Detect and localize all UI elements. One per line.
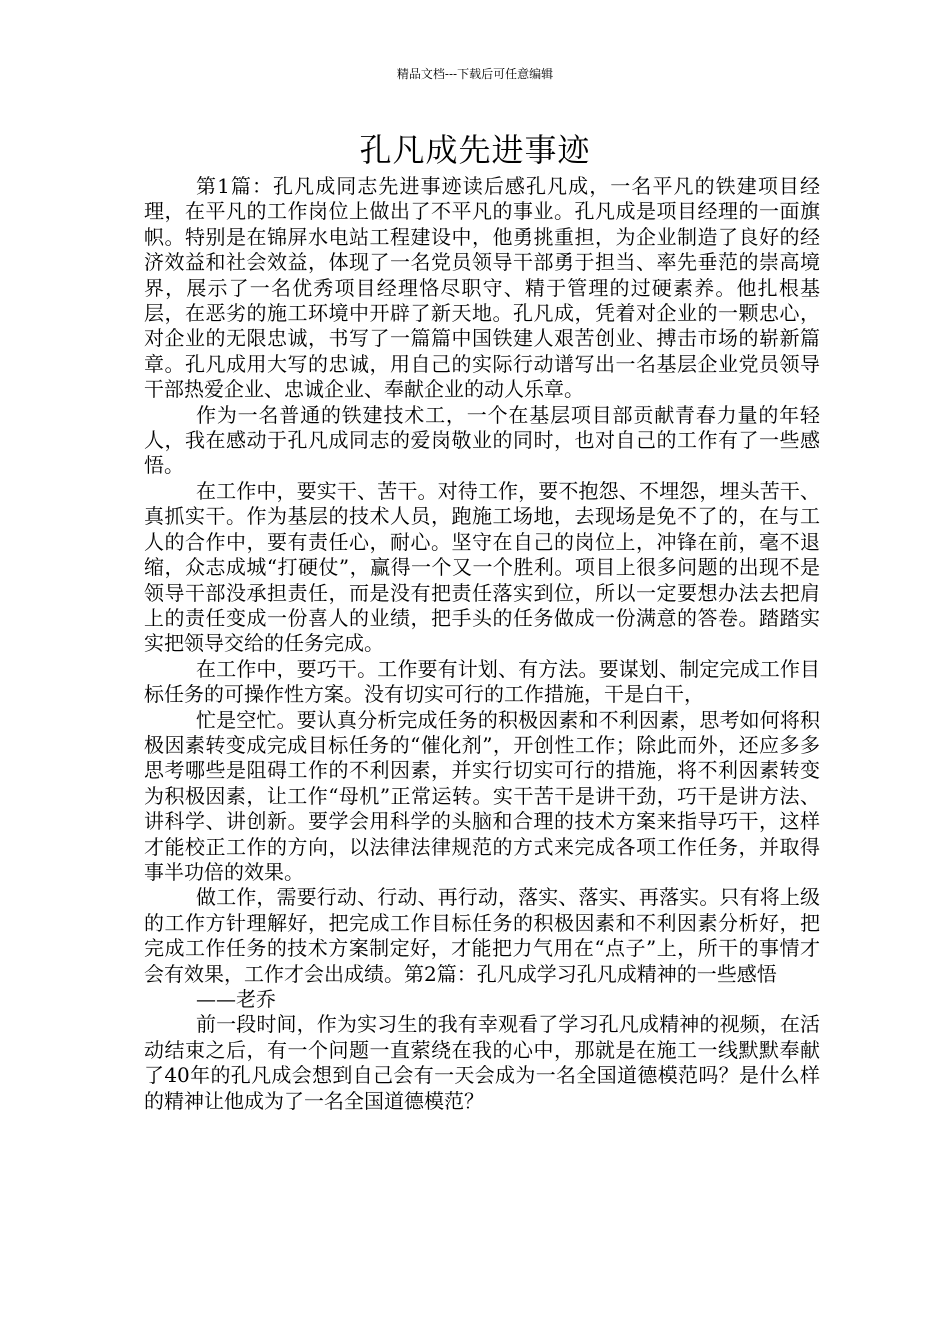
header-note: 精品文档---下载后可任意编辑	[396, 67, 554, 81]
paragraph: 作为一名普通的铁建技术工，一个在基层项目部贡献青春力量的年轻人，我在感动于孔凡成同志的爱岗敬业的同时，也对自己的工作有了一些感悟。	[144, 402, 820, 478]
paragraph: 前一段时间，作为实习生的我有幸观看了学习孔凡成精神的视频，在活动结束之后，有一个问题一直萦绕在我的心中，那就是在施工一线默默奉献了40年的孔凡成会想到自己会有一天会成为一名全国道德模范吗？是什么样的精神让他成为了一名全国道德模范？	[144, 1012, 820, 1113]
paragraph: 忙是空忙。要认真分析完成任务的积极因素和不利因素，思考如何将积极因素转变成完成目标任务的“催化剂”，开创性工作；除此而外，还应多多思考哪些是阻碍工作的不利因素，并实行切实可行的措施，将不利因素转变为积极因素，让工作“母机”正常运转。实干苦干是讲干劲，巧干是讲方法、讲科学、讲创新。要学会用科学的头脑和合理的技术方案来指导巧干，这样才能校正工作的方向，以法律法律规范的方式来完成各项工作任务，并取得事半功倍的效果。	[144, 707, 820, 884]
paragraph: 在工作中，要巧干。工作要有计划、有方法。要谋划、制定完成工作目标任务的可操作性方案。没有切实可行的工作措施，干是白干，	[144, 656, 820, 707]
paragraph: 在工作中，要实干、苦干。对待工作，要不抱怨、不埋怨，埋头苦干、真抓实干。作为基层的技术人员，跑施工场地，去现场是免不了的，在与工人的合作中，要有责任心，耐心。坚守在自己的岗位上，冲锋在前，毫不退缩，众志成城“打硬仗”，赢得一个又一个胜利。项目上很多问题的出现不是领导干部没承担责任，而是没有把责任落实到位，所以一定要想办法去把肩上的责任变成一份喜人的业绩，把手头的任务做成一份满意的答卷。踏踏实实把领导交给的任务完成。	[144, 478, 820, 656]
paragraph: 做工作，需要行动、行动、再行动，落实、落实、再落实。只有将上级的工作方针理解好，把完成工作目标任务的积极因素和不利因素分析好，把完成工作任务的技术方案制定好，才能把力气用在“点子”上，所干的事情才会有效果，工作才会出成绩。第2篇：孔凡成学习孔凡成精神的一些感悟	[144, 885, 820, 986]
paragraph: 第1篇：孔凡成同志先进事迹读后感孔凡成，一名平凡的铁建项目经理，在平凡的工作岗位上做出了不平凡的事业。孔凡成是项目经理的一面旗帜。特别是在锦屏水电站工程建设中，他勇挑重担，为企业制造了良好的经济效益和社会效益，体现了一名党员领导干部勇于担当、率先垂范的崇高境界，展示了一名优秀项目经理恪尽职守、精于管理的过硬素养。他扎根基层，在恶劣的施工环境中开辟了新天地。孔凡成，凭着对企业的一颗忠心，对企业的无限忠诚，书写了一篇篇中国铁建人艰苦创业、搏击市场的崭新篇章。孔凡成用大写的忠诚，用自己的实际行动谱写出一名基层企业党员领导干部热爱企业、忠诚企业、奉献企业的动人乐章。	[144, 174, 820, 402]
author-line: ——老乔	[196, 987, 276, 1011]
document-title: 孔凡成先进事迹	[359, 131, 591, 169]
document-body	[144, 174, 820, 1114]
